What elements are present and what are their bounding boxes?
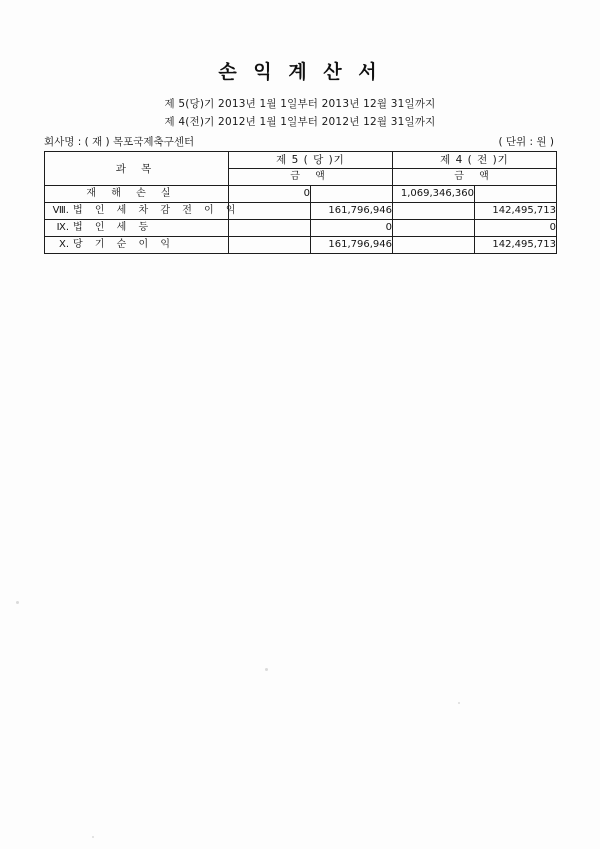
table-body [45,186,557,254]
table-row [45,220,557,237]
row-number: Ⅷ. [52,205,69,216]
row-number: Ⅹ. [58,239,69,250]
cell-prior-right [475,186,557,203]
cell-current-left [229,237,311,254]
cell-current-right: 0 [311,220,393,237]
column-header-prior-period: 제 4 ( 전 )기 [393,152,557,169]
cell-prior-right: 142,495,713 [475,237,557,254]
row-label-text: 재 해 손 실 [86,188,177,199]
row-label-text: 당 기 순 이 익 [73,239,175,250]
cell-prior-left [393,220,475,237]
row-label [45,220,229,237]
cell-prior-right: 142,495,713 [475,203,557,220]
row-label [45,186,229,203]
table-row [45,237,557,254]
cell-current-left [229,220,311,237]
scan-speck [458,702,460,704]
scan-speck [265,668,268,671]
cell-prior-left: 1,069,346,360 [393,186,475,203]
column-header-item: 과 목 [45,152,229,186]
row-label-text: 법 인 세 차 감 전 이 익 [73,205,241,216]
cell-current-left [229,203,311,220]
row-number: Ⅸ. [56,222,69,233]
income-statement-table [44,151,557,254]
company-name: 회사명 : ( 재 ) 목포국제축구센터 [44,136,195,148]
period-prior: 제 4(전)기 2012년 1월 1일부터 2012년 12월 31일까지 [164,116,436,128]
period-current: 제 5(당)기 2013년 1월 1일부터 2013년 12월 31일까지 [164,98,436,110]
row-label-text: 법 인 세 등 [73,222,153,233]
table-row [45,203,557,220]
cell-prior-right: 0 [475,220,557,237]
table-row [45,186,557,203]
row-label [45,237,229,254]
cell-prior-left [393,237,475,254]
scan-speck [16,601,19,604]
currency-unit: ( 단위 : 원 ) [498,136,554,148]
scan-speck [92,836,94,838]
cell-prior-left [393,203,475,220]
page-title: 손 익 계 산 서 [218,61,382,83]
cell-current-left: 0 [229,186,311,203]
cell-current-right: 161,796,946 [311,237,393,254]
column-header-amount-prior: 금 액 [393,169,557,186]
column-header-current-period: 제 5 ( 당 )기 [229,152,393,169]
cell-current-right [311,186,393,203]
cell-current-right: 161,796,946 [311,203,393,220]
table-header-row-1 [45,152,557,169]
column-header-amount-current: 금 액 [229,169,393,186]
row-label [45,203,241,220]
